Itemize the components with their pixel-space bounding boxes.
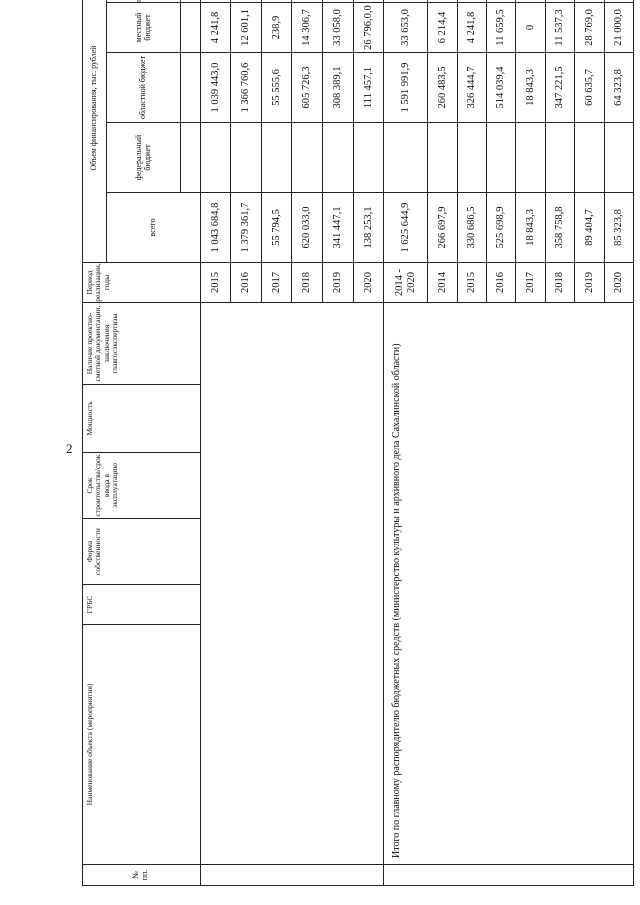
period-cell: 2014	[428, 263, 457, 303]
header-capacity: Мощность	[83, 385, 201, 453]
regional-cell: 111 457,1	[353, 53, 384, 123]
total-cell: 1 625 644,9	[384, 193, 428, 263]
group2-label: Итого по главному распорядителю бюджетных средств (министерство культуры и архивного дела Сахалинской области)	[384, 303, 634, 865]
period-cell: 2015	[200, 263, 231, 303]
local-cell: 6 214,4	[428, 3, 457, 53]
regional-cell: 347 221,5	[545, 53, 574, 123]
rotated-table-page	[82, 5, 634, 886]
attracted-cell	[261, 0, 292, 3]
group1-label-cell	[200, 303, 384, 865]
local-cell: 4 241,8	[457, 3, 486, 53]
group1-num-cell	[200, 865, 384, 886]
regional-cell: 60 635,7	[575, 53, 604, 123]
local-cell: 28 769,0	[575, 3, 604, 53]
header-period: Период реализации, годы	[83, 263, 201, 303]
regional-cell: 514 039,4	[487, 53, 516, 123]
period-cell: 2015	[457, 263, 486, 303]
regional-cell: 308 389,1	[322, 53, 353, 123]
attracted-cell	[487, 0, 516, 3]
regional-cell: 1 366 760,6	[231, 53, 262, 123]
period-cell: 2014 - 2020	[384, 263, 428, 303]
attracted-cell	[322, 0, 353, 3]
local-cell: 21 000,0	[604, 3, 634, 53]
federal-cell	[231, 123, 262, 193]
header-psd: Наличие проектно-сметной документации, заключения главгосэкспертизы	[83, 303, 201, 385]
page-number: 2	[66, 441, 73, 456]
attracted-cell	[384, 0, 428, 3]
total-cell: 55 794,5	[261, 193, 292, 263]
period-cell: 2019	[322, 263, 353, 303]
regional-cell: 1 039 443,0	[200, 53, 231, 123]
header-term: Срок строительства/срок ввода в эксплуатацию	[83, 453, 201, 519]
attracted-cell	[604, 0, 634, 3]
period-cell: 2017	[516, 263, 545, 303]
federal-cell	[457, 123, 486, 193]
regional-cell: 64 323,8	[604, 53, 634, 123]
federal-cell	[545, 123, 574, 193]
regional-cell: 260 483,5	[428, 53, 457, 123]
local-cell: 33 653,0	[384, 3, 428, 53]
header-name: Наименование объекта (мероприятия)	[83, 625, 201, 865]
header-grbs: ГРБС	[83, 585, 201, 625]
total-cell: 85 323,8	[604, 193, 634, 263]
local-cell: 33 058,0	[322, 3, 353, 53]
attracted-cell	[545, 0, 574, 3]
local-cell: 0	[516, 3, 545, 53]
period-cell: 2016	[487, 263, 516, 303]
table-row	[200, 0, 231, 886]
attracted-cell	[200, 0, 231, 3]
total-cell: 89 404,7	[575, 193, 604, 263]
attracted-cell	[353, 0, 384, 3]
total-cell: 341 447,1	[322, 193, 353, 263]
total-cell: 358 758,8	[545, 193, 574, 263]
header-regional: областной бюджет	[107, 53, 180, 123]
regional-cell: 1 591 991,9	[384, 53, 428, 123]
period-cell: 2018	[545, 263, 574, 303]
header-ownership: Форма собственности	[83, 519, 201, 585]
header-local-sub	[180, 3, 200, 53]
local-cell: 11 537,3	[545, 3, 574, 53]
local-cell: 11 659,5	[487, 3, 516, 53]
period-cell: 2016	[231, 263, 262, 303]
period-cell: 2017	[261, 263, 292, 303]
attracted-cell	[231, 0, 262, 3]
local-cell: 14 306,7	[292, 3, 323, 53]
total-cell: 18 843,3	[516, 193, 545, 263]
federal-cell	[292, 123, 323, 193]
federal-cell	[487, 123, 516, 193]
period-cell: 2020	[353, 263, 384, 303]
header-federal: федеральный бюджет	[107, 123, 180, 193]
total-cell: 1 043 684,8	[200, 193, 231, 263]
total-cell: 330 686,5	[457, 193, 486, 263]
attracted-cell	[575, 0, 604, 3]
header-total: всего	[107, 193, 200, 263]
regional-cell: 55 555,6	[261, 53, 292, 123]
federal-cell	[353, 123, 384, 193]
header-local: местный бюджет	[107, 3, 180, 53]
federal-cell	[604, 123, 634, 193]
attracted-cell	[292, 0, 323, 3]
period-cell: 2019	[575, 263, 604, 303]
regional-cell: 18 843,3	[516, 53, 545, 123]
header-num: № пп.	[83, 865, 201, 886]
financing-table	[82, 0, 634, 886]
federal-cell	[322, 123, 353, 193]
attracted-cell	[516, 0, 545, 3]
header-federal-sub	[180, 123, 200, 193]
total-cell: 138 253,1	[353, 193, 384, 263]
regional-cell: 326 444,7	[457, 53, 486, 123]
total-cell: 525 698,9	[487, 193, 516, 263]
total-cell: 1 379 361,7	[231, 193, 262, 263]
header-attracted	[107, 0, 180, 3]
header-funding: Объем финансирования, тыс. рублей	[83, 0, 107, 263]
total-cell: 620 033,0	[292, 193, 323, 263]
local-cell: 238,9	[261, 3, 292, 53]
period-cell: 2018	[292, 263, 323, 303]
federal-cell	[575, 123, 604, 193]
regional-cell: 605 726,3	[292, 53, 323, 123]
period-cell: 2020	[604, 263, 634, 303]
header-attracted-sub	[180, 0, 200, 3]
attracted-cell	[457, 0, 486, 3]
attracted-cell	[428, 0, 457, 3]
federal-cell	[516, 123, 545, 193]
federal-cell	[384, 123, 428, 193]
table-row	[384, 0, 428, 886]
header-regional-sub	[180, 53, 200, 123]
local-cell: 12 601,1	[231, 3, 262, 53]
local-cell: 26 796,0,0	[353, 3, 384, 53]
group2-num-cell	[384, 865, 634, 886]
total-cell: 266 697,9	[428, 193, 457, 263]
federal-cell	[261, 123, 292, 193]
federal-cell	[428, 123, 457, 193]
local-cell: 4 241,8	[200, 3, 231, 53]
federal-cell	[200, 123, 231, 193]
